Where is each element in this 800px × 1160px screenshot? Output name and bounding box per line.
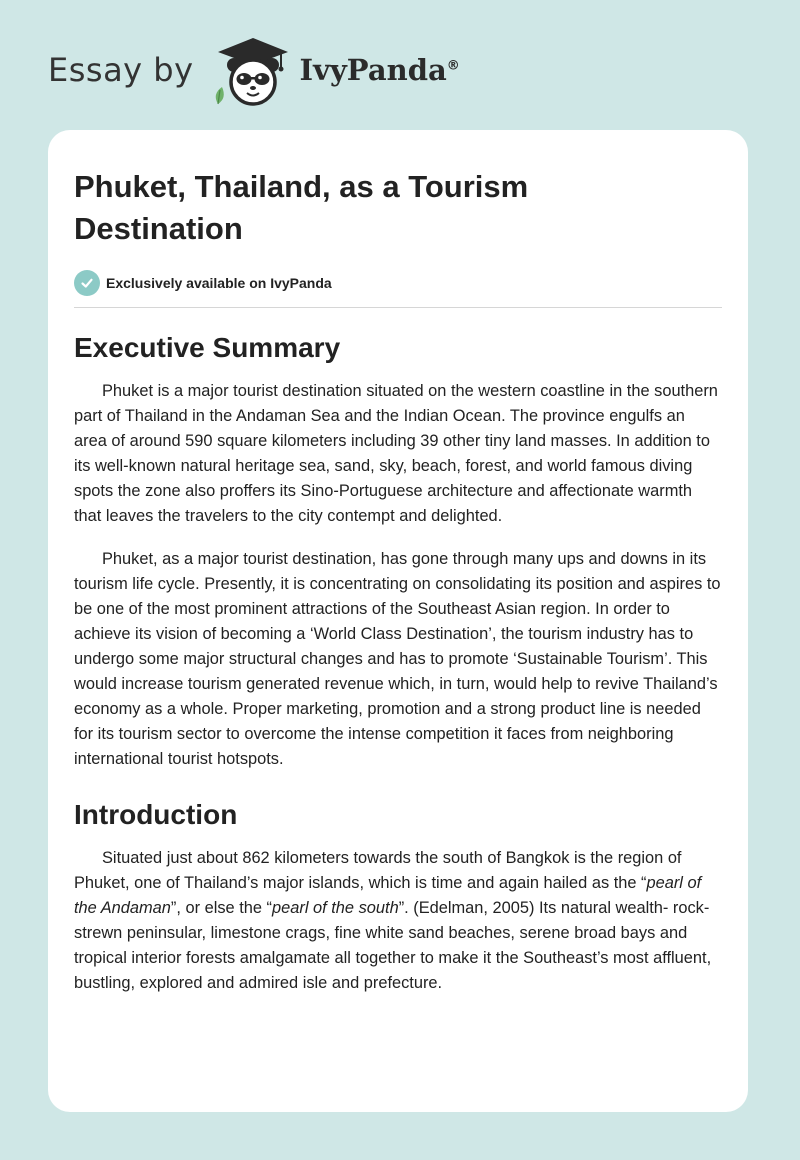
badge-label: Exclusively available on IvyPanda	[106, 275, 332, 291]
brand-name: IvyPanda®	[299, 53, 460, 87]
check-circle-icon	[74, 270, 100, 296]
panda-graduate-logo-icon	[208, 32, 298, 108]
quote-emphasis: pearl of the Andaman	[74, 874, 702, 917]
quote-emphasis: pearl of the south	[272, 899, 399, 917]
essay-title: Phuket, Thailand, as a Tourism Destination	[74, 169, 529, 246]
section-heading: Introduction	[74, 799, 238, 830]
section-executive-summary	[74, 331, 722, 772]
paragraph: Phuket is a major tourist destination situated on the western coastline in the southern part of Thailand in the Andaman Sea and the Indian Ocean. The province engulfs an area of around 590 square kilometers including 39 other tiny land masses. In addition to its well-known natural heritage sea, sand, sky, beach, forest, and world famous diving spots the zone also proffers its Sino-Portuguese architecture and affectionate warmth that leaves the travelers to the city contempt and delighted.	[74, 382, 718, 525]
brand-prefix: Essay by	[48, 51, 194, 89]
paragraph: Situated just about 862 kilometers towards the south of Bangkok is the region of Phuket, one of Thailand’s major islands, which is time and again hailed as the “pearl of the Andaman”, or else the “pearl of the south”. (Edelman, 2005) Its natural wealth- rock-strewn peninsular, limestone crags, fine white sand beaches, serene broad bays and tropical interior forests amalgamate all together to make it the Southeast’s most affluent, bustling, explored and admired isle and prefecture.	[74, 849, 712, 992]
paragraph: Phuket, as a major tourist destination, has gone through many ups and downs in its tourism life cycle. Presently, it is concentrating on consolidating its position and aspires to be one of the most prominent attractions of the Southeast Asian region. In order to achieve its vision of becoming a ‘World Class Destination’, the tourism industry has to undergo some major structural changes and has to promote ‘Sustainable Tourism’. This would increase tourism generated revenue which, in turn, would help to revive Thailand’s economy as a whole. Proper marketing, promotion and a strong product line is needed for its tourism sector to overcome the intense competition it faces from neighboring international tourist hotspots.	[74, 550, 721, 768]
section-introduction	[74, 798, 722, 996]
title-divider	[74, 307, 722, 308]
essay-card	[48, 130, 748, 1112]
brand-header[interactable]	[48, 30, 460, 110]
section-heading: Executive Summary	[74, 332, 341, 363]
exclusive-badge	[74, 270, 722, 296]
